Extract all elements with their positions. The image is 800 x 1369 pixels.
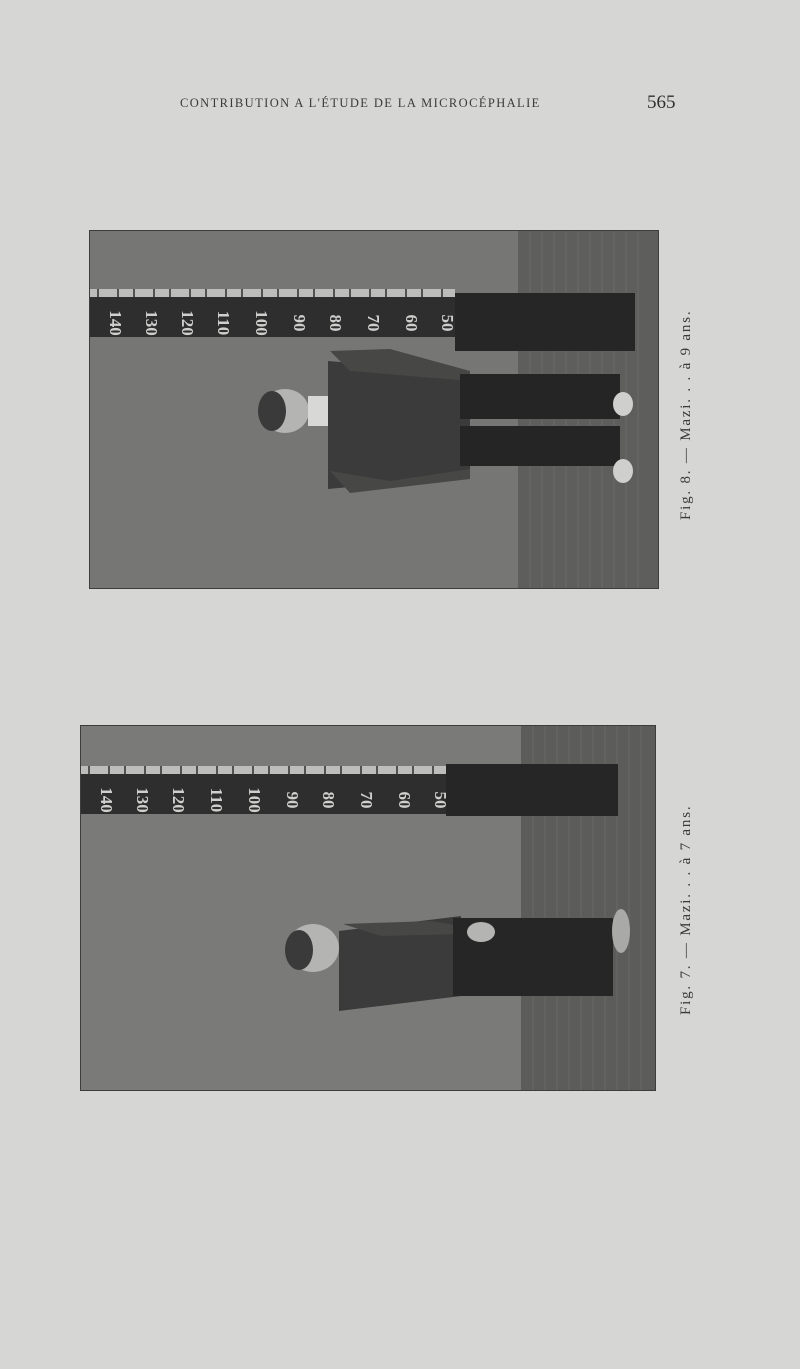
scale-label: 130 (133, 787, 152, 813)
scale-label: 60 (395, 791, 414, 809)
scale-label: 80 (326, 314, 345, 332)
scale-label: 90 (283, 791, 302, 809)
figure-8-photo (89, 230, 659, 589)
scale-label: 110 (207, 787, 226, 813)
scale-label: 140 (97, 787, 116, 813)
page-header (0, 92, 800, 122)
scale-label: 70 (364, 314, 383, 332)
running-title: CONTRIBUTION A L'ÉTUDE DE LA MICROCÉPHALIE (180, 96, 541, 110)
scale-label: 60 (402, 314, 421, 332)
scale-label: 50 (438, 314, 457, 332)
scale-label: 130 (142, 310, 161, 336)
scale-label: 80 (319, 791, 338, 809)
scale-label: 90 (290, 314, 309, 332)
figure-8-caption: Fig. 8. — Mazi. . . à 9 ans. (678, 309, 694, 520)
scale-label: 50 (431, 791, 450, 809)
scale-label: 120 (178, 310, 197, 336)
scale-label: 110 (214, 310, 233, 336)
page-number: 565 (647, 92, 676, 113)
figure-7-photo (80, 725, 656, 1091)
figure-7-caption: Fig. 7. — Mazi. . . à 7 ans. (678, 804, 694, 1015)
scale-label: 100 (245, 787, 264, 813)
scale-label: 140 (106, 310, 125, 336)
scale-label: 100 (252, 310, 271, 336)
scale-label: 120 (169, 787, 188, 813)
scale-label: 70 (357, 791, 376, 809)
